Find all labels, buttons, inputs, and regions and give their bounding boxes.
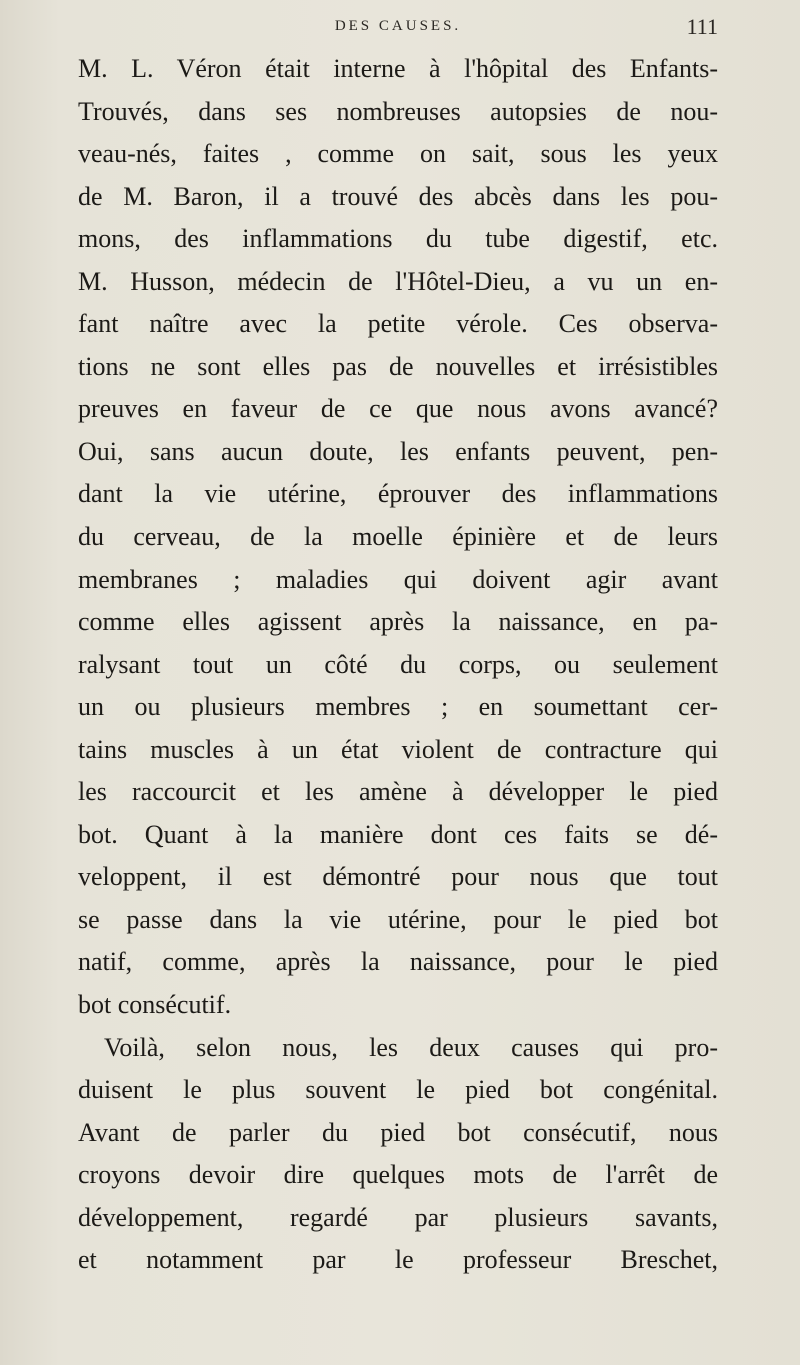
text-line: un ou plusieurs membres ; en soumettant cer- — [78, 692, 718, 722]
text-line: tions ne sont elles pas de nouvelles et irrésistibles — [78, 351, 718, 381]
text-line: comme elles agissent après la naissance, en pa- — [78, 607, 718, 637]
text-line: M. Husson, médecin de l'Hôtel-Dieu, a vu un en- — [78, 266, 718, 296]
text-line: développement, regardé par plusieurs savants, — [78, 1202, 718, 1232]
text-line: se passe dans la vie utérine, pour le pied bot — [78, 904, 718, 934]
text-line: tains muscles à un état violent de contracture qui — [78, 734, 718, 764]
text-line: les raccourcit et les amène à développer le pied — [78, 777, 718, 807]
text-line: preuves en faveur de ce que nous avons avancé? — [78, 394, 718, 424]
text-body — [78, 48, 718, 1282]
text-line: croyons devoir dire quelques mots de l'arrêt de — [78, 1160, 718, 1190]
running-head — [78, 12, 718, 42]
text-line: de M. Baron, il a trouvé des abcès dans les pou- — [78, 181, 718, 211]
text-line: duisent le plus souvent le pied bot congénital. — [78, 1075, 718, 1105]
text-line: mons, des inflammations du tube digestif, etc. — [78, 224, 718, 254]
text-line: Voilà, selon nous, les deux causes qui pro- — [104, 1032, 718, 1062]
text-line: bot. Quant à la manière dont ces faits se dé- — [78, 819, 718, 849]
text-line: M. L. Véron était interne à l'hôpital des Enfants- — [78, 54, 718, 83]
text-line: natif, comme, après la naissance, pour le pied — [78, 947, 718, 977]
text-line: veloppent, il est démontré pour nous que tout — [78, 862, 718, 892]
text-line: veau-nés, faites , comme on sait, sous les yeux — [78, 139, 718, 169]
text-line: Oui, sans aucun doute, les enfants peuvent, pen- — [78, 436, 718, 466]
text-line: Trouvés, dans ses nombreuses autopsies de nou- — [78, 96, 718, 126]
text-line: membranes ; maladies qui doivent agir avant — [78, 564, 718, 594]
text-line: et notamment par le professeur Breschet, — [78, 1245, 718, 1275]
text-line: Avant de parler du pied bot consécutif, nous — [78, 1117, 718, 1147]
text-line: fant naître avec la petite vérole. Ces observa- — [78, 309, 718, 339]
text-line: bot consécutif. — [78, 990, 232, 1020]
text-line: dant la vie utérine, éprouver des inflammations — [78, 479, 718, 509]
text-line: ralysant tout un côté du corps, ou seulement — [78, 649, 718, 679]
text-line: du cerveau, de la moelle épinière et de leurs — [78, 522, 718, 552]
header-title: DES CAUSES. — [334, 18, 462, 34]
page-number: 111 — [686, 14, 718, 39]
